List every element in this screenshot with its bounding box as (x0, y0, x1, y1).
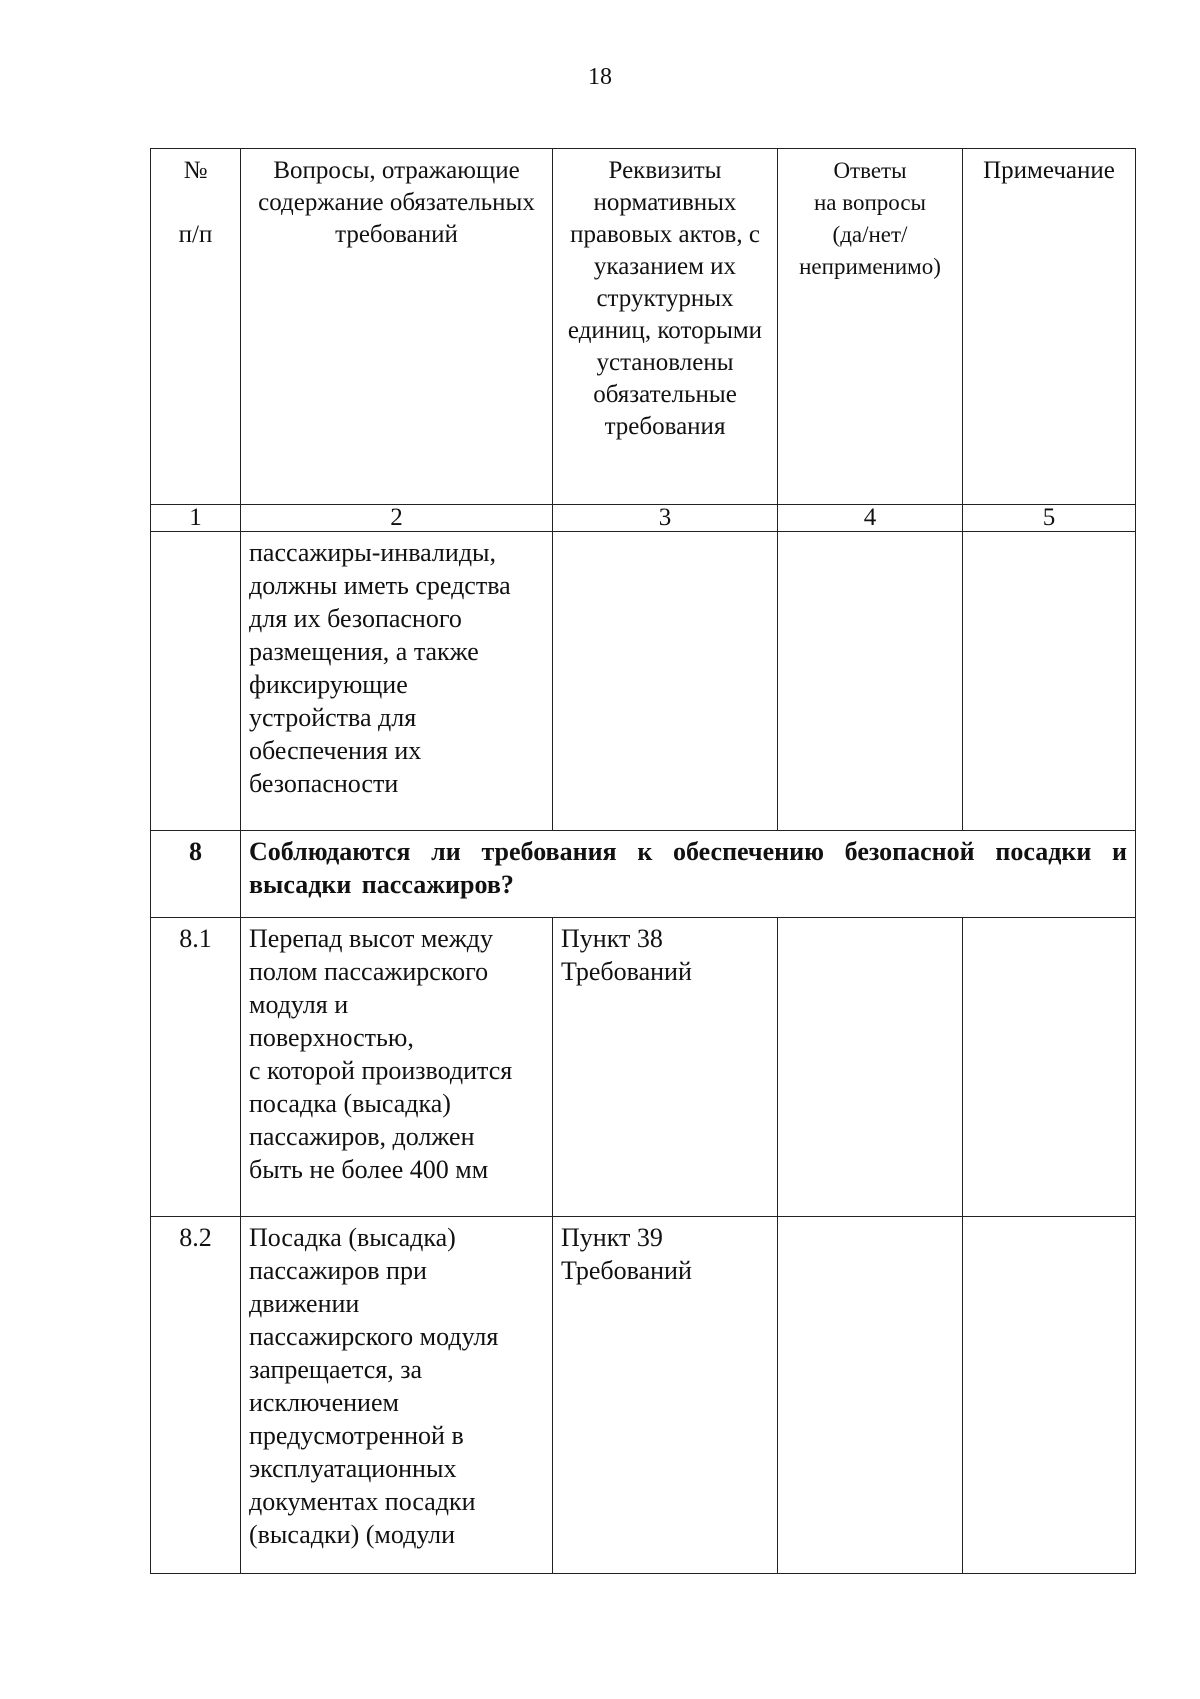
note-cell (963, 918, 1136, 1217)
requirements-table (150, 148, 1136, 1574)
answer-cell (778, 1217, 963, 1574)
page-number: 18 (588, 64, 612, 90)
column-number: 5 (963, 505, 1136, 532)
answer-cell (778, 532, 963, 831)
question-cell: пассажиры-инвалиды, должны иметь средства для их безопасного размещения, а также фиксирующие устройства для обеспечения их безопасности (241, 532, 553, 831)
header-references: Реквизиты нормативных правовых актов, с указанием их структурных единиц, которыми установлены обязательные требования (553, 149, 778, 505)
column-number: 1 (151, 505, 241, 532)
column-number: 3 (553, 505, 778, 532)
reference-cell (553, 532, 778, 831)
row-number-cell: 8.2 (151, 1217, 241, 1574)
question-cell: Посадка (высадка) пассажиров при движении пассажирского модуля запрещается, за исключением предусмотренной в эксплуатационных документах посадки (высадки) (модули (241, 1217, 553, 1574)
section-title: Соблюдаются ли требования к обеспечению безопасной посадки и высадки пассажиров? (241, 831, 1136, 918)
reference-cell: Пункт 39 Требований (553, 1217, 778, 1574)
table-row (151, 918, 1136, 1217)
table-row (151, 532, 1136, 831)
header-questions: Вопросы, отражающие содержание обязательных требований (241, 149, 553, 505)
section-row (151, 831, 1136, 918)
column-number: 2 (241, 505, 553, 532)
section-number: 8 (151, 831, 241, 918)
header-answers: Ответы на вопросы (да/нет/ неприменимо) (778, 149, 963, 505)
row-number-cell (151, 532, 241, 831)
column-number: 4 (778, 505, 963, 532)
row-number-cell: 8.1 (151, 918, 241, 1217)
table-header-row (151, 149, 1136, 505)
reference-cell: Пункт 38 Требований (553, 918, 778, 1217)
table-row (151, 1217, 1136, 1574)
header-notes: Примечание (963, 149, 1136, 505)
header-number: № п/п (151, 149, 241, 505)
note-cell (963, 532, 1136, 831)
note-cell (963, 1217, 1136, 1574)
question-cell: Перепад высот между полом пассажирского модуля и поверхностью, с которой производится посадка (высадка) пассажиров, должен быть не более 400 мм (241, 918, 553, 1217)
column-number-row (151, 505, 1136, 532)
answer-cell (778, 918, 963, 1217)
